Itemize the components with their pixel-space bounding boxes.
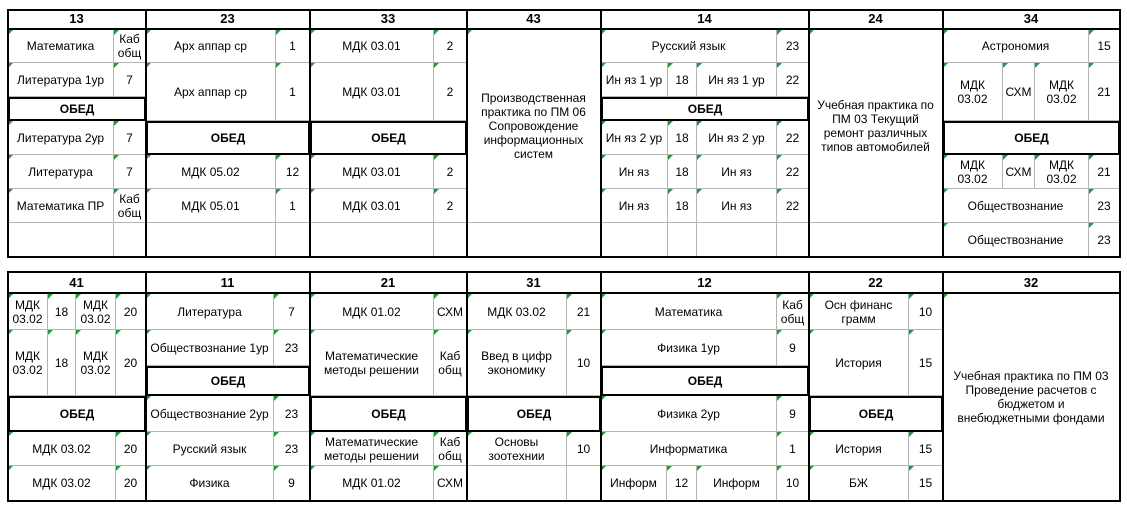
group-header: 41 [8, 273, 146, 294]
lesson-room: 18 [668, 155, 697, 189]
lesson-room: 23 [274, 432, 310, 466]
lesson-room: 7 [114, 63, 146, 97]
table-border [7, 9, 9, 258]
lesson-subject: Информ [697, 466, 777, 501]
lesson-subject: Ин яз 1 ур [601, 63, 668, 97]
lesson-subject: Информатика [601, 432, 777, 466]
lesson-subject: МДК 03.02 [8, 432, 116, 466]
empty-cell [8, 223, 114, 257]
lesson-subject: Основы зоотехнии [467, 432, 567, 466]
lesson-room: 23 [274, 396, 310, 432]
lesson-subject: Математика [601, 294, 777, 330]
lesson-subject: МДК 03.02 [8, 294, 48, 330]
group-header: 13 [8, 10, 146, 30]
lesson-subject: Физика 2ур [601, 396, 777, 432]
lesson-subject: МДК 05.01 [146, 189, 276, 223]
lunch-break: ОБЕД [601, 97, 809, 121]
lesson-room: Каб общ [777, 294, 809, 330]
lesson-room: 10 [567, 432, 601, 466]
empty-cell [697, 223, 777, 257]
lesson-subject: Арх аппар ср [146, 63, 276, 121]
table-border [942, 9, 944, 258]
lesson-room: 2 [434, 155, 467, 189]
lesson-room: 22 [777, 63, 809, 97]
lesson-room: СХМ [434, 294, 467, 330]
empty-cell [146, 223, 276, 257]
empty-cell [777, 223, 809, 257]
table-border [808, 9, 810, 258]
lesson-room: 23 [1089, 189, 1120, 223]
empty-cell [567, 466, 601, 501]
lesson-subject: Ин яз 1 ур [697, 63, 777, 97]
lesson-subject: Литература [146, 294, 274, 330]
empty-cell [434, 223, 467, 257]
lesson-room: 23 [274, 330, 310, 366]
lesson-subject: Обществознание [943, 223, 1089, 257]
lesson-room: 1 [276, 189, 310, 223]
lesson-room: СХМ [1003, 155, 1035, 189]
lesson-subject: Обществознание [943, 189, 1089, 223]
lesson-subject: Астрономия [943, 30, 1089, 63]
lesson-room: 1 [276, 30, 310, 63]
lesson-subject: Ин яз 2 ур [601, 121, 668, 155]
empty-cell [601, 223, 668, 257]
empty-cell [668, 223, 697, 257]
lunch-break: ОБЕД [146, 366, 310, 396]
lesson-room: 15 [909, 330, 943, 396]
lesson-subject: Физика [146, 466, 274, 501]
empty-cell [467, 223, 601, 257]
table-border [8, 500, 1121, 502]
lesson-room: 10 [909, 294, 943, 330]
lesson-room: 21 [567, 294, 601, 330]
lesson-subject: МДК 03.02 [1035, 155, 1089, 189]
lesson-room: 9 [777, 330, 809, 366]
lesson-room: 18 [668, 189, 697, 223]
lesson-room: 22 [777, 155, 809, 189]
lesson-room: 2 [434, 63, 467, 121]
lesson-subject: МДК 03.01 [310, 189, 434, 223]
group-header: 22 [809, 273, 943, 294]
lesson-subject: Ин яз [601, 189, 668, 223]
table-border [808, 271, 810, 502]
table-border [7, 271, 9, 502]
lesson-subject: Русский язык [146, 432, 274, 466]
lesson-subject: Литература 1ур [8, 63, 114, 97]
lesson-room: 15 [909, 432, 943, 466]
lesson-room: 7 [114, 155, 146, 189]
group-header: 14 [601, 10, 809, 30]
group-header: 43 [467, 10, 601, 30]
lesson-subject: МДК 03.02 [1035, 63, 1089, 121]
group-header: 31 [467, 273, 601, 294]
lesson-subject: МДК 03.01 [310, 155, 434, 189]
empty-cell [310, 223, 434, 257]
empty-cell [467, 466, 567, 501]
lunch-break: ОБЕД [467, 396, 601, 432]
lesson-subject: Математические методы решении [310, 330, 434, 396]
lesson-subject: История [809, 330, 909, 396]
lesson-room: 15 [909, 466, 943, 501]
group-header: 33 [310, 10, 467, 30]
lesson-subject: МДК 03.02 [8, 330, 48, 396]
table-border [942, 271, 944, 502]
lesson-subject: Математика ПР [8, 189, 114, 223]
lesson-room: СХМ [434, 466, 467, 501]
lesson-room: 21 [1089, 155, 1120, 189]
group-header: 11 [146, 273, 310, 294]
lunch-break: ОБЕД [601, 366, 809, 396]
lesson-room: 7 [274, 294, 310, 330]
lesson-room: Каб общ [114, 30, 146, 63]
lesson-subject: Физика 1ур [601, 330, 777, 366]
practice-note: Учебная практика по ПМ 03 Проведение расчетов с бюджетом и внебюджетными фондами [943, 294, 1120, 501]
lesson-room: СХМ [1003, 63, 1035, 121]
table-border [145, 9, 147, 258]
lesson-room: 18 [48, 294, 76, 330]
lesson-room: 1 [276, 63, 310, 121]
lesson-subject: Осн финанс грамм [809, 294, 909, 330]
group-header: 23 [146, 10, 310, 30]
lesson-room: 12 [667, 466, 697, 501]
lunch-break: ОБЕД [310, 121, 467, 155]
lunch-break: ОБЕД [310, 396, 467, 432]
lesson-room: 2 [434, 189, 467, 223]
lesson-room: Каб общ [114, 189, 146, 223]
group-header: 12 [601, 273, 809, 294]
lesson-room: 20 [116, 294, 146, 330]
table-border [600, 271, 602, 502]
lesson-subject: Арх аппар ср [146, 30, 276, 63]
lesson-subject: Обществознание 2ур [146, 396, 274, 432]
lesson-room: 18 [668, 63, 697, 97]
lesson-subject: МДК 03.01 [310, 63, 434, 121]
table-border [466, 271, 468, 502]
lesson-room: 22 [777, 121, 809, 155]
lesson-subject: История [809, 432, 909, 466]
lesson-room: 9 [777, 396, 809, 432]
group-header: 24 [809, 10, 943, 30]
table-border [1119, 9, 1121, 258]
lesson-subject: МДК 03.02 [943, 63, 1003, 121]
empty-cell [114, 223, 146, 257]
table-border [600, 9, 602, 258]
lesson-subject: Литература 2ур [8, 121, 114, 155]
lunch-break: ОБЕД [8, 97, 146, 121]
group-header: 21 [310, 273, 467, 294]
lesson-room: Каб общ [434, 330, 467, 396]
empty-cell [809, 223, 943, 257]
lesson-room: 15 [1089, 30, 1120, 63]
lunch-break: ОБЕД [146, 121, 310, 155]
lesson-subject: Ин яз [697, 155, 777, 189]
table-border [309, 271, 311, 502]
group-header: 32 [943, 273, 1120, 294]
lesson-subject: МДК 03.02 [76, 294, 116, 330]
lesson-room: 23 [1089, 223, 1120, 257]
lesson-room: 2 [434, 30, 467, 63]
lesson-subject: Математика [8, 30, 114, 63]
lesson-subject: МДК 03.02 [467, 294, 567, 330]
lesson-subject: Литература [8, 155, 114, 189]
lesson-subject: МДК 03.02 [943, 155, 1003, 189]
lesson-subject: Русский язык [601, 30, 777, 63]
lunch-break: ОБЕД [8, 396, 146, 432]
practice-note: Учебная практика по ПМ 03 Текущий ремонт различных типов автомобилей [809, 30, 943, 223]
table-border [1119, 271, 1121, 502]
table-border [466, 9, 468, 258]
lesson-room: 10 [777, 466, 809, 501]
practice-note: Производственная практика по ПМ 06 Сопровождение информационных систем [467, 30, 601, 223]
lesson-room: 18 [48, 330, 76, 396]
lesson-room: 20 [116, 432, 146, 466]
table-border [145, 271, 147, 502]
lesson-subject: Обществознание 1ур [146, 330, 274, 366]
table-border [309, 9, 311, 258]
lesson-subject: Информ [601, 466, 667, 501]
lesson-subject: Ин яз [601, 155, 668, 189]
lesson-room: 20 [116, 466, 146, 501]
lesson-subject: Введ в цифр экономику [467, 330, 567, 396]
table-border [8, 9, 1121, 11]
lesson-subject: МДК 03.02 [8, 466, 116, 501]
lesson-subject: МДК 05.02 [146, 155, 276, 189]
lesson-room: 12 [276, 155, 310, 189]
lesson-subject: Ин яз 2 ур [697, 121, 777, 155]
lesson-room: 9 [274, 466, 310, 501]
lesson-room: 23 [777, 30, 809, 63]
lesson-room: 18 [668, 121, 697, 155]
lesson-room: Каб общ [434, 432, 467, 466]
lesson-subject: Ин яз [697, 189, 777, 223]
lunch-break: ОБЕД [809, 396, 943, 432]
lesson-subject: МДК 03.01 [310, 30, 434, 63]
table-border [8, 256, 1121, 258]
lesson-subject: МДК 03.02 [76, 330, 116, 396]
group-header: 34 [943, 10, 1120, 30]
lunch-break: ОБЕД [943, 121, 1120, 155]
lesson-room: 10 [567, 330, 601, 396]
lesson-room: 1 [777, 432, 809, 466]
table-border [8, 271, 1121, 273]
lesson-room: 22 [777, 189, 809, 223]
lesson-subject: Математические методы решении [310, 432, 434, 466]
empty-cell [276, 223, 310, 257]
lesson-subject: БЖ [809, 466, 909, 501]
lesson-room: 20 [116, 330, 146, 396]
lesson-room: 7 [114, 121, 146, 155]
lesson-subject: МДК 01.02 [310, 294, 434, 330]
lesson-room: 21 [1089, 63, 1120, 121]
lesson-subject: МДК 01.02 [310, 466, 434, 501]
